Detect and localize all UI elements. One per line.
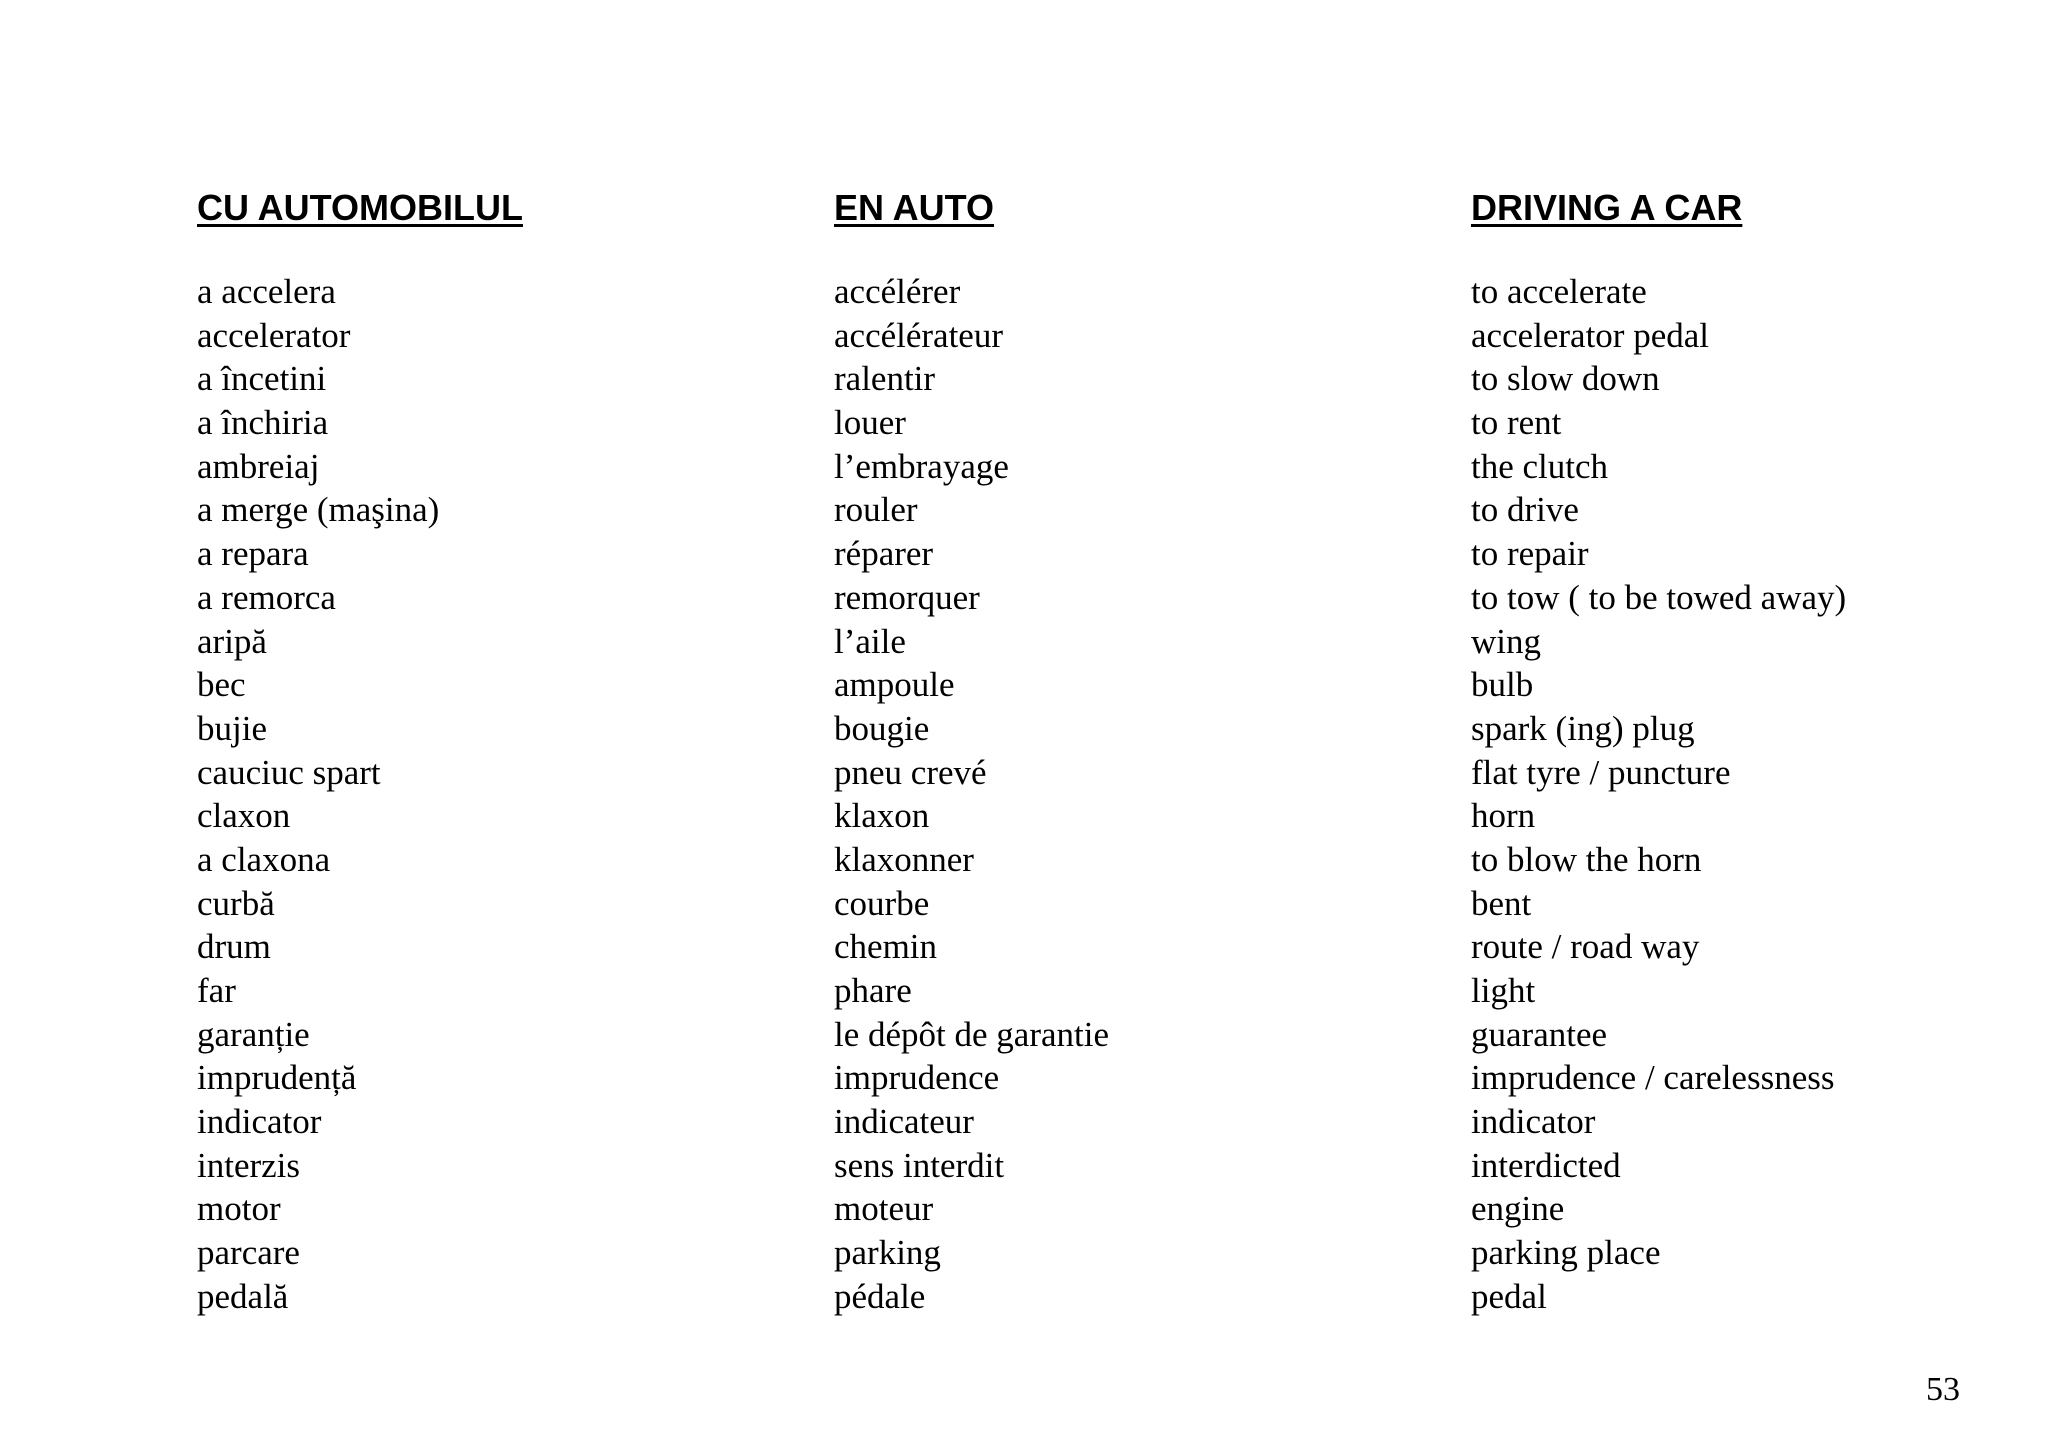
word-entry: bujie <box>197 708 267 748</box>
word-entry: cauciuc spart <box>197 752 381 792</box>
word-entry: accelerator pedal <box>1471 315 1710 355</box>
word-entry: a merge (maşina) <box>197 490 440 530</box>
word-entry: a accelera <box>197 272 336 311</box>
word-entry: light <box>1471 971 1536 1010</box>
word-entry: imprudence / carelessness <box>1471 1058 1835 1098</box>
word-entry: klaxonner <box>834 839 974 879</box>
word-entry: claxon <box>197 796 291 836</box>
word-entry: motor <box>197 1189 281 1229</box>
word-entry: a închiria <box>197 403 329 443</box>
word-entry: moteur <box>834 1189 934 1229</box>
word-entry: pedală <box>197 1276 289 1316</box>
word-entry: sens interdit <box>834 1145 1005 1185</box>
english-heading: DRIVING A CAR <box>1471 187 1743 228</box>
word-entry: pédale <box>834 1276 926 1316</box>
word-entry: to blow the horn <box>1471 839 1702 879</box>
word-entry: accelerator <box>197 315 351 355</box>
word-entry: phare <box>834 971 912 1010</box>
word-entry: le dépôt de garantie <box>834 1014 1110 1054</box>
word-entry: flat tyre / puncture <box>1471 752 1731 792</box>
word-entry: imprudență <box>197 1058 357 1098</box>
page-number: 53 <box>1926 1371 1960 1408</box>
word-entry: bougie <box>834 708 930 748</box>
word-entry: engine <box>1471 1189 1565 1229</box>
word-entry: spark (ing) plug <box>1471 708 1695 748</box>
word-entry: the clutch <box>1471 446 1609 486</box>
word-entry: route / road way <box>1471 927 1700 967</box>
romanian-word-list <box>197 270 817 1319</box>
word-entry: to tow ( to be towed away) <box>1471 577 1847 617</box>
word-entry: louer <box>834 403 906 443</box>
word-entry: klaxon <box>834 796 930 836</box>
word-entry: a claxona <box>197 839 331 879</box>
word-entry: parking <box>834 1233 941 1273</box>
word-entry: ampoule <box>834 665 955 705</box>
word-entry: garanție <box>197 1014 310 1054</box>
word-entry: a repara <box>197 534 309 574</box>
word-entry: indicator <box>1471 1102 1596 1142</box>
word-entry: indicator <box>197 1102 322 1142</box>
word-entry: courbe <box>834 883 930 923</box>
romanian-column <box>197 186 817 1319</box>
word-entry: interdicted <box>1471 1145 1621 1185</box>
word-entry: to accelerate <box>1471 272 1647 311</box>
word-entry: aripă <box>197 621 267 661</box>
word-entry: guarantee <box>1471 1014 1608 1054</box>
word-entry: bec <box>197 665 246 705</box>
word-entry: ambreiaj <box>197 446 320 486</box>
word-entry: horn <box>1471 796 1536 836</box>
word-entry: bent <box>1471 883 1532 923</box>
word-entry: to slow down <box>1471 359 1660 399</box>
word-entry: remorquer <box>834 577 980 617</box>
word-entry: bulb <box>1471 665 1534 705</box>
word-entry: indicateur <box>834 1102 974 1142</box>
word-entry: to repair <box>1471 534 1589 574</box>
word-entry: rouler <box>834 490 918 530</box>
french-word-list <box>834 270 1454 1319</box>
word-entry: accélérateur <box>834 315 1004 355</box>
word-entry: l’embrayage <box>834 446 1009 486</box>
word-entry: chemin <box>834 927 938 967</box>
word-entry: to rent <box>1471 403 1562 443</box>
word-entry: imprudence <box>834 1058 1000 1098</box>
english-column <box>1471 186 2048 1319</box>
word-entry: a remorca <box>197 577 336 617</box>
word-entry: pneu crevé <box>834 752 987 792</box>
word-entry: drum <box>197 927 271 967</box>
word-entry: accélérer <box>834 272 961 311</box>
word-entry: to drive <box>1471 490 1579 530</box>
french-heading: EN AUTO <box>834 187 995 228</box>
word-entry: parking place <box>1471 1233 1661 1273</box>
word-entry: curbă <box>197 883 275 923</box>
word-entry: interzis <box>197 1145 301 1185</box>
word-entry: wing <box>1471 621 1541 661</box>
english-word-list <box>1471 270 2048 1319</box>
word-entry: l’aile <box>834 621 906 661</box>
romanian-heading: CU AUTOMOBILUL <box>197 187 523 228</box>
word-entry: pedal <box>1471 1276 1547 1316</box>
word-entry: réparer <box>834 534 934 574</box>
french-column <box>834 186 1454 1319</box>
word-entry: a încetini <box>197 359 327 399</box>
word-entry: ralentir <box>834 359 936 399</box>
word-entry: far <box>197 971 236 1010</box>
word-entry: parcare <box>197 1233 300 1273</box>
